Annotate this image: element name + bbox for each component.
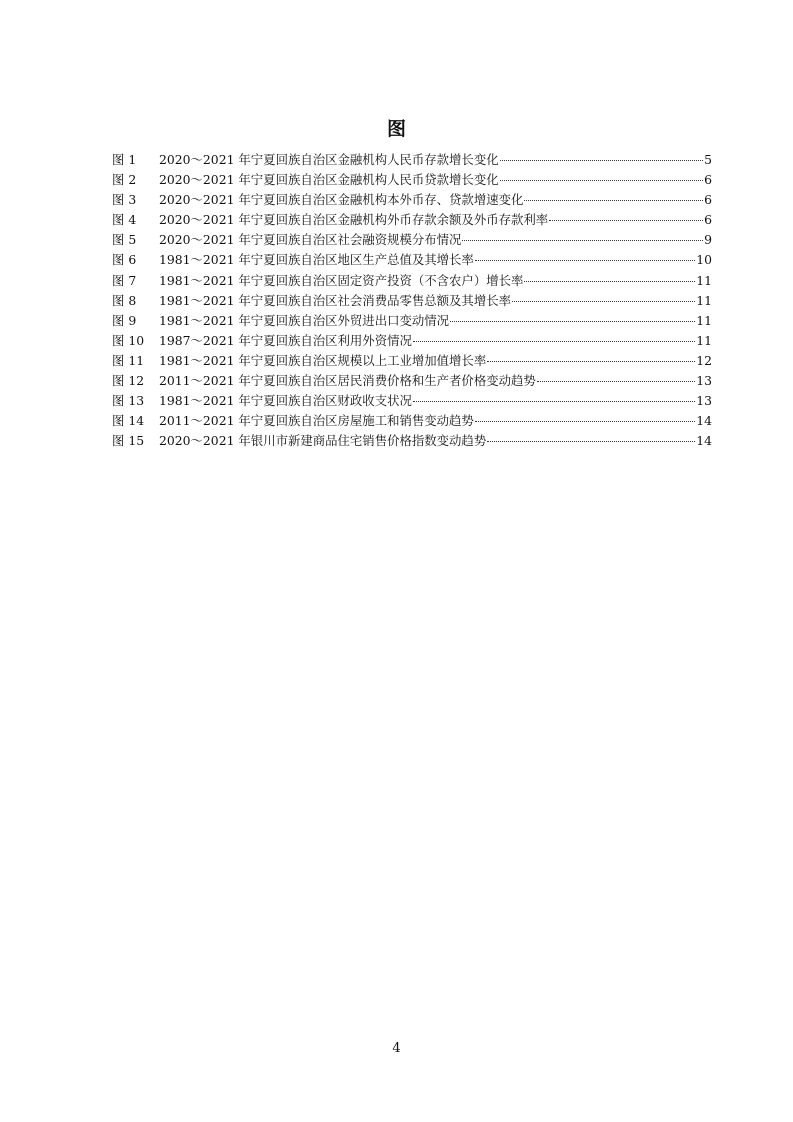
figure-title: 2020～2021 年宁夏回族自治区社会融资规模分布情况 — [159, 232, 462, 248]
dot-leader — [500, 160, 703, 161]
figure-page-number: 11 — [696, 272, 712, 288]
dot-leader — [549, 220, 703, 221]
toc-entry[interactable] — [112, 190, 712, 210]
toc-entry[interactable] — [112, 170, 712, 190]
figure-title: 2011～2021 年宁夏回族自治区房屋施工和销售变动趋势 — [159, 413, 474, 429]
figure-label: 图 2 — [112, 172, 137, 188]
toc-entry[interactable] — [112, 210, 712, 230]
toc-entry[interactable] — [112, 271, 712, 291]
figure-label: 图 13 — [112, 393, 145, 409]
figure-label: 图 14 — [112, 413, 145, 429]
dot-leader — [524, 200, 703, 201]
figure-page-number: 6 — [704, 172, 712, 188]
figure-title: 2020～2021 年宁夏回族自治区金融机构人民币存款增长变化 — [159, 152, 499, 167]
toc-entry[interactable] — [112, 411, 712, 431]
toc-entry[interactable] — [112, 150, 712, 170]
toc-entry[interactable] — [112, 431, 712, 451]
toc-entry[interactable] — [112, 311, 712, 331]
figure-page-number: 12 — [696, 352, 712, 368]
figure-title: 1981～2021 年宁夏回族自治区规模以上工业增加值增长率 — [159, 352, 487, 368]
figure-title: 1987～2021 年宁夏回族自治区利用外资情况 — [159, 332, 412, 348]
figure-title: 2020～2021 年宁夏回族自治区金融机构外币存款余额及外币存款利率 — [159, 212, 549, 228]
figure-title: 2020～2021 年宁夏回族自治区金融机构人民币贷款增长变化 — [159, 172, 499, 188]
figure-title: 1981～2021 年宁夏回族自治区外贸进出口变动情况 — [159, 312, 450, 328]
figure-page-number: 10 — [696, 252, 712, 268]
toc-entry[interactable] — [112, 351, 712, 371]
figure-label: 图 15 — [112, 433, 145, 449]
figure-page-number: 5 — [704, 152, 712, 167]
figure-page-number: 11 — [696, 332, 712, 348]
figure-page-number: 13 — [696, 393, 712, 409]
figure-label: 图 1 — [112, 152, 137, 167]
figure-list — [112, 150, 712, 451]
figure-label: 图 10 — [112, 332, 145, 348]
dot-leader — [413, 341, 695, 342]
dot-leader — [512, 301, 695, 302]
dot-leader — [487, 441, 695, 442]
figure-title: 1981～2021 年宁夏回族自治区固定资产投资（不含农户）增长率 — [159, 272, 524, 288]
dot-leader — [475, 260, 695, 261]
figure-title: 2011～2021 年宁夏回族自治区居民消费价格和生产者价格变动趋势 — [159, 373, 536, 389]
figure-page-number: 11 — [696, 292, 712, 308]
figure-label: 图 5 — [112, 232, 137, 248]
dot-leader — [500, 180, 703, 181]
figure-label: 图 12 — [112, 373, 145, 389]
figure-page-number: 14 — [696, 413, 712, 429]
figure-page-number: 11 — [696, 312, 712, 328]
toc-entry[interactable] — [112, 230, 712, 250]
figure-page-number: 14 — [696, 433, 712, 449]
figure-page-number: 6 — [704, 212, 712, 228]
figure-label: 图 4 — [112, 212, 137, 228]
page-number: 4 — [392, 1041, 401, 1056]
toc-entry[interactable] — [112, 250, 712, 270]
toc-entry[interactable] — [112, 391, 712, 411]
figure-title: 1981～2021 年宁夏回族自治区地区生产总值及其增长率 — [159, 252, 474, 268]
dot-leader — [537, 381, 695, 382]
figure-page-number: 9 — [704, 232, 712, 248]
dot-leader — [524, 281, 695, 282]
dot-leader — [462, 240, 703, 241]
figure-label: 图 7 — [112, 272, 137, 288]
figure-page-number: 6 — [704, 192, 712, 208]
figure-label: 图 11 — [112, 352, 145, 368]
figure-label: 图 6 — [112, 252, 137, 268]
dot-leader — [475, 421, 695, 422]
figure-label: 图 9 — [112, 312, 137, 328]
figure-title: 2020～2021 年银川市新建商品住宅销售价格指数变动趋势 — [159, 433, 487, 449]
dot-leader — [487, 361, 695, 362]
figure-page-number: 13 — [696, 373, 712, 389]
figure-title: 1981～2021 年宁夏回族自治区社会消费品零售总额及其增长率 — [159, 292, 511, 308]
toc-entry[interactable] — [112, 291, 712, 311]
figure-label: 图 3 — [112, 192, 137, 208]
figure-label: 图 8 — [112, 292, 137, 308]
dot-leader — [413, 401, 695, 402]
figure-title: 2020～2021 年宁夏回族自治区金融机构本外币存、贷款增速变化 — [159, 192, 524, 208]
figure-title: 1981～2021 年宁夏回族自治区财政收支状况 — [159, 393, 412, 409]
toc-entry[interactable] — [112, 331, 712, 351]
dot-leader — [450, 321, 695, 322]
page-title: 图 — [386, 117, 406, 140]
toc-entry[interactable] — [112, 371, 712, 391]
